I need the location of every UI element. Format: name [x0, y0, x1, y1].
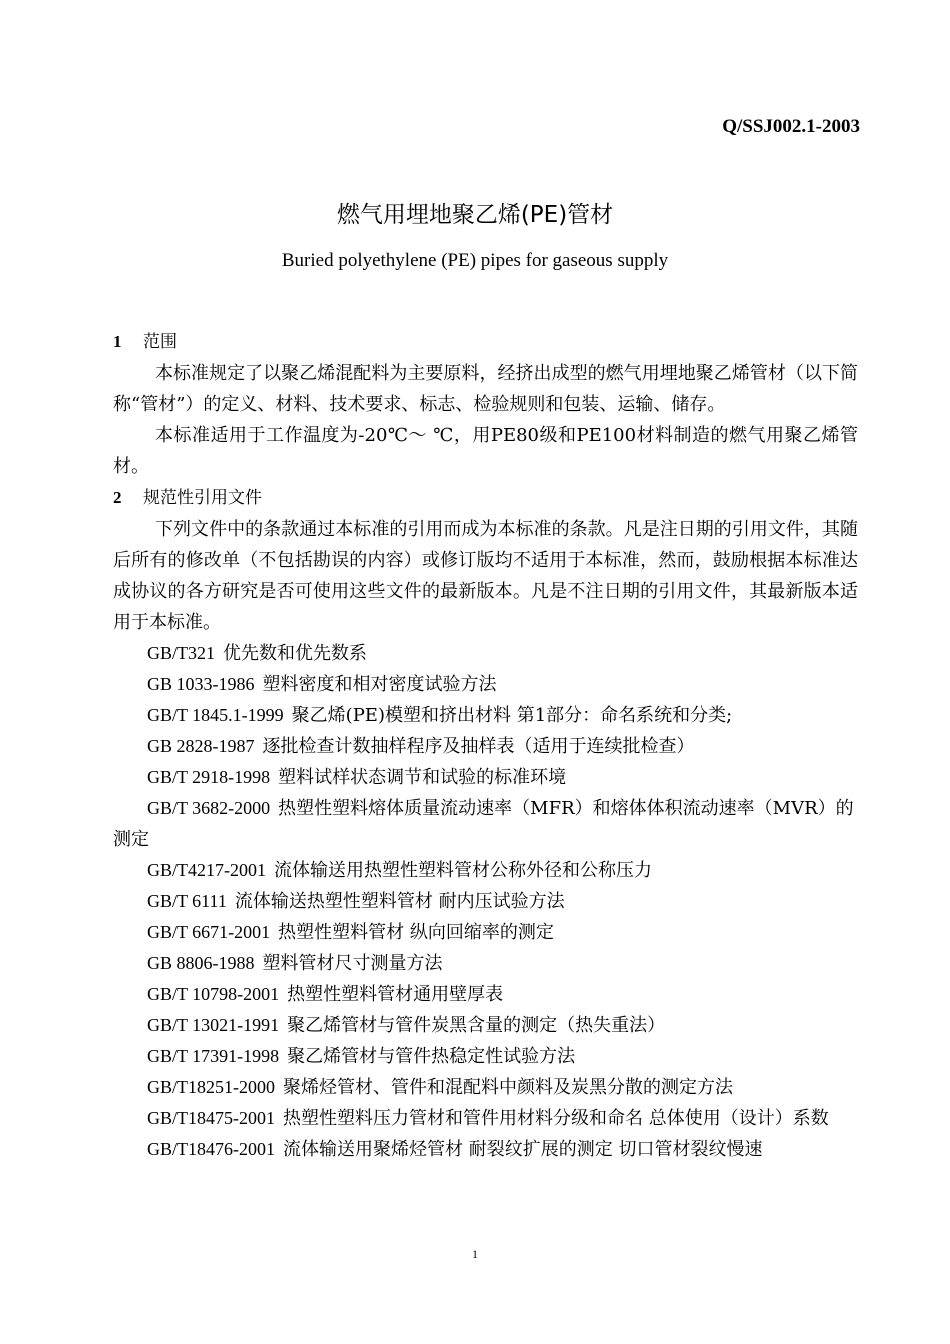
section-title: 范围 [143, 332, 177, 352]
reference-code: GB/T18476-2001 [147, 1139, 275, 1159]
reference-title: 流体输送用聚烯烃管材 耐裂纹扩展的测定 切口管材裂纹慢速 [283, 1139, 763, 1160]
reference-item [113, 948, 858, 979]
reference-title: 塑料试样状态调节和试验的标准环境 [278, 767, 567, 788]
reference-code: GB/T 10798-2001 [147, 984, 280, 1004]
reference-item [113, 700, 858, 731]
reference-item [113, 1010, 858, 1041]
document-title-chinese: 燃气用埋地聚乙烯(PE)管材 [336, 202, 614, 228]
reference-code: GB/T 3682-2000 [147, 798, 271, 818]
reference-code: GB/T18251-2000 [147, 1077, 275, 1097]
reference-item [113, 638, 858, 669]
reference-code: GB/T4217-2001 [147, 860, 266, 880]
reference-title: 流体输送用热塑性塑料管材公称外径和公称压力 [274, 860, 652, 881]
reference-title: 热塑性塑料管材 纵向回缩率的测定 [278, 922, 554, 943]
reference-code: GB/T 13021-1991 [147, 1015, 280, 1035]
reference-title: 流体输送热塑性塑料管材 耐内压试验方法 [234, 891, 565, 912]
reference-title: 热塑性塑料熔体质量流动速率（MFR）和熔体体积流动速率（MVR）的测定 [113, 798, 854, 850]
paragraph: 本标准规定了以聚乙烯混配料为主要原料，经挤出成型的燃气用埋地聚乙烯管材（以下简称“管材”）的定义、材料、技术要求、标志、检验规则和包装、运输、储存。 [113, 363, 858, 415]
reference-item [113, 886, 858, 917]
reference-item [113, 1103, 858, 1134]
reference-code: GB/T 2918-1998 [147, 767, 271, 787]
reference-title: 逐批检查计数抽样程序及抽样表（适用于连续批检查） [262, 736, 695, 757]
reference-item [113, 669, 858, 700]
section-number: 2 [113, 488, 122, 507]
reference-item [113, 762, 858, 793]
reference-title: 热塑性塑料管材通用壁厚表 [287, 984, 504, 1005]
paragraph: 下列文件中的条款通过本标准的引用而成为本标准的条款。凡是注日期的引用文件，其随后所有的修改单（不包括勘误的内容）或修订版均不适用于本标准，然而，鼓励根据本标准达成协议的各方研究是否可使用这些文件的最新版本。凡是不注日期的引用文件，其最新版本适用于本标准。 [113, 519, 858, 633]
section-number: 1 [113, 332, 122, 351]
reference-item [113, 793, 858, 855]
reference-code: GB/T321 [147, 643, 216, 663]
reference-code: GB/T 1845.1-1999 [147, 705, 284, 725]
page-number: 1 [472, 1247, 478, 1261]
reference-item [113, 1072, 858, 1103]
reference-title: 塑料密度和相对密度试验方法 [262, 674, 497, 695]
reference-title: 热塑性塑料压力管材和管件用材料分级和命名 总体使用（设计）系数 [283, 1108, 829, 1129]
section-title: 规范性引用文件 [143, 488, 262, 508]
reference-code: GB 2828-1987 [147, 736, 255, 756]
paragraph: 本标准适用于工作温度为-20℃～ ℃，用PE80级和PE100材料制造的燃气用聚乙烯管材。 [113, 425, 858, 477]
reference-code: GB/T 6111 [147, 891, 227, 911]
reference-code: GB 1033-1986 [147, 674, 255, 694]
reference-code: GB/T 6671-2001 [147, 922, 271, 942]
reference-title: 聚烯烃管材、管件和混配料中颜料及炭黑分散的测定方法 [283, 1077, 733, 1098]
reference-title: 聚乙烯管材与管件炭黑含量的测定（热失重法） [287, 1015, 666, 1036]
reference-title: 聚乙烯管材与管件热稳定性试验方法 [287, 1046, 576, 1067]
reference-item [113, 1134, 858, 1165]
reference-item [113, 731, 858, 762]
reference-title: 优先数和优先数系 [223, 643, 368, 664]
reference-item [113, 1041, 858, 1072]
reference-item [113, 917, 858, 948]
reference-item [113, 979, 858, 1010]
section-heading-scope [113, 326, 858, 358]
reference-item [113, 855, 858, 886]
reference-title: 塑料管材尺寸测量方法 [262, 953, 443, 974]
standard-code: Q/SSJ002.1-2003 [722, 116, 860, 137]
document-title-english: Buried polyethylene (PE) pipes for gaseous supply [281, 250, 669, 271]
reference-title: 聚乙烯(PE)模塑和挤出材料 第1部分：命名系统和分类; [291, 705, 733, 726]
document-body [113, 326, 858, 1165]
reference-code: GB 8806-1988 [147, 953, 255, 973]
reference-code: GB/T18475-2001 [147, 1108, 275, 1128]
reference-code: GB/T 17391-1998 [147, 1046, 280, 1066]
section-heading-normative-references [113, 482, 858, 514]
